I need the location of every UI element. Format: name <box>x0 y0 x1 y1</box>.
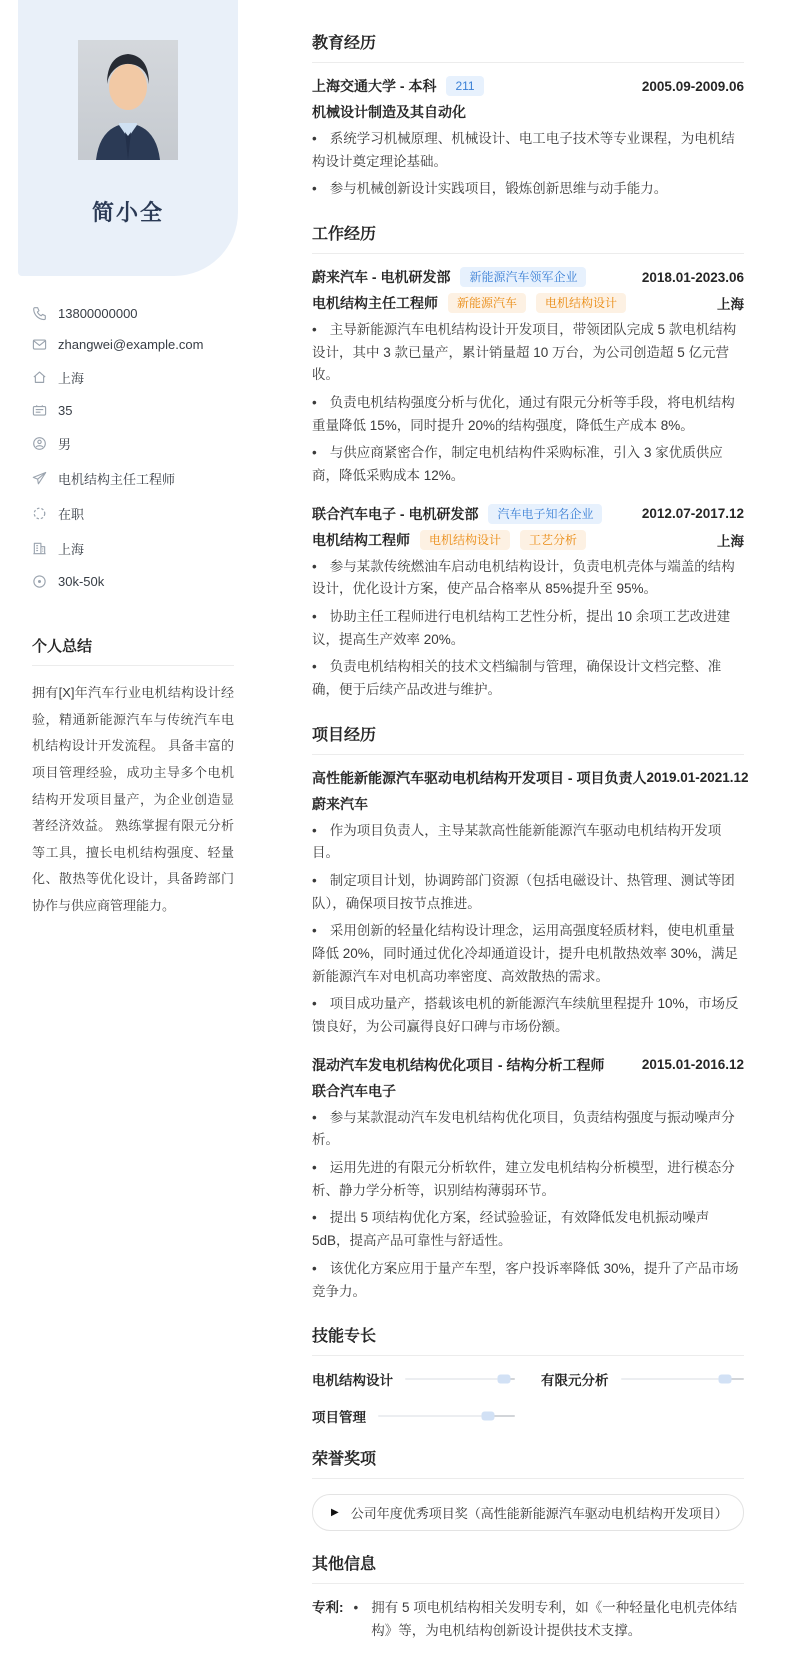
projects-section <box>312 722 749 1303</box>
bullet-item: • 运用先进的有限元分析软件，建立发电机结构分析模型，进行模态分析、静力学分析等，识别结构薄弱环节。 <box>312 1157 744 1202</box>
bullet-item: • 采用创新的轻量化结构设计理念，运用高强度轻质材料，使电机重量降低 20%，同时通过优化冷却通道设计，提升电机散热效率 30%，满足新能源汽车对电机高功率密度、高效散热的需求。 <box>312 920 744 988</box>
bullet-item: • 系统学习机械原理、机械设计、电工电子技术等专业课程，为电机结构设计奠定理论基础。 <box>312 128 744 173</box>
slider-handle[interactable] <box>481 1412 494 1421</box>
honor-item[interactable] <box>312 1494 744 1531</box>
skills-title: 技能专长 <box>312 1323 744 1356</box>
projects-title: 项目经历 <box>312 722 744 755</box>
company-icon <box>32 541 47 556</box>
skill-slider[interactable] <box>405 1378 515 1380</box>
other-info-title: 其他信息 <box>312 1551 744 1584</box>
skill-item <box>312 1406 515 1426</box>
role-badge: 电机结构设计 <box>420 530 510 550</box>
skill-name: 项目管理 <box>312 1410 366 1426</box>
bullet-item: • 提出 5 项结构优化方案，经试验验证，有效降低发电机振动噪声 5dB，提高产品可靠性与舒适性。 <box>312 1207 744 1252</box>
mail-icon <box>32 337 47 352</box>
work-title: 工作经历 <box>312 221 744 254</box>
skill-slider[interactable] <box>378 1415 515 1417</box>
work-entry <box>312 504 744 702</box>
phone-icon <box>32 306 47 321</box>
contact-salary <box>32 574 238 589</box>
bullet-dot: • <box>312 1210 317 1226</box>
age-icon <box>32 403 47 418</box>
bullet-item: • 制定项目计划，协调跨部门资源（包括电磁设计、热管理、测试等团队），确保项目按节点推进。 <box>312 870 744 915</box>
bullet-dot: • <box>312 1109 317 1125</box>
school-name: 上海交通大学 - 本科 <box>312 78 437 94</box>
role-name: 电机结构工程师 <box>312 531 410 548</box>
bullet-dot: • <box>312 923 317 939</box>
education-major: 机械设计制造及其自动化 <box>312 104 466 120</box>
bullet-item: • 与供应商紧密合作，制定电机结构件采购标准，引入 3 家优质供应商，降低采购成本 12%。 <box>312 442 744 487</box>
summary-text: 拥有[X]年汽车行业电机结构设计经验，精通新能源汽车与传统汽车电机结构设计开发流程。 具备丰富的项目管理经验，成功主导多个电机结构开发项目量产，为企业创造显著经济效益。 熟练掌握有限元分析等工具，擅长电机结构强度、轻量化、散热等优化设计，具备跨部门协作与供应商管理能力。 <box>32 685 234 914</box>
work-location: 上海 <box>717 533 744 549</box>
project-org: 联合汽车电子 <box>312 1082 396 1099</box>
role-name: 电机结构主任工程师 <box>312 295 438 312</box>
intention-icon <box>32 471 47 486</box>
project-org: 蔚来汽车 <box>312 795 368 812</box>
skills-grid <box>312 1369 744 1426</box>
profile-photo <box>78 40 178 160</box>
company-name: 蔚来汽车 - 电机研发部 <box>312 269 451 286</box>
bullet-dot: • <box>312 996 317 1012</box>
education-section <box>312 30 744 201</box>
honors-section <box>312 1446 744 1531</box>
location-icon <box>32 370 47 385</box>
project-date: 2019.01-2021.12 <box>646 770 749 786</box>
patent-label: 专利: <box>312 1600 344 1616</box>
skill-name: 有限元分析 <box>541 1373 609 1389</box>
education-entry <box>312 76 744 201</box>
contact-list <box>32 306 238 589</box>
other-info-section <box>312 1551 744 1642</box>
bullet-dot: • <box>312 131 317 146</box>
contact-email <box>32 337 238 352</box>
skill-item <box>312 1369 515 1389</box>
work-location: 上海 <box>717 297 744 313</box>
bullet-dot: • <box>312 558 317 574</box>
contact-phone-value: 13800000000 <box>58 306 138 321</box>
bullet-dot: • <box>312 822 317 838</box>
person-name: 简小全 <box>91 200 164 225</box>
slider-handle[interactable] <box>719 1375 732 1384</box>
slider-handle[interactable] <box>498 1375 511 1384</box>
project-date: 2015.01-2016.12 <box>641 1057 744 1073</box>
company-badge: 汽车电子知名企业 <box>488 504 602 524</box>
contact-intention <box>32 469 238 488</box>
skill-item <box>541 1369 744 1389</box>
work-entry <box>312 267 744 488</box>
work-section <box>312 221 744 702</box>
status-icon <box>32 506 47 521</box>
profile-panel <box>18 0 238 276</box>
skill-name: 电机结构设计 <box>312 1373 393 1389</box>
contact-location <box>32 368 238 387</box>
education-date: 2005.09-2009.06 <box>641 78 744 94</box>
project-entry <box>312 1055 744 1303</box>
honor-text: 公司年度优秀项目奖（高性能新能源汽车驱动电机结构开发项目） <box>350 1506 728 1522</box>
contact-location-value: 上海 <box>58 371 85 386</box>
contact-age <box>32 403 238 418</box>
company-name: 联合汽车电子 - 电机研发部 <box>312 505 479 522</box>
salary-icon <box>32 574 47 589</box>
play-triangle-icon: ▶ <box>331 1506 339 1518</box>
contact-gender-value: 男 <box>58 437 72 452</box>
bullet-item: • 负责电机结构强度分析与优化，通过有限元分析等手段，将电机结构重量降低 15%，同时提升 20%的结构强度，降低生产成本 8%。 <box>312 392 744 437</box>
bullet-dot: • <box>312 1260 317 1276</box>
bullet-item: • 负责电机结构相关的技术文档编制与管理，确保设计文档完整、准确，便于后续产品改进与维护。 <box>312 656 744 701</box>
sidebar <box>18 0 238 920</box>
bullet-item: • 参与某款混动汽车发电机结构优化项目，负责结构强度与振动噪声分析。 <box>312 1107 744 1152</box>
bullet-dot: • <box>312 609 317 625</box>
contact-phone <box>32 306 238 321</box>
project-name: 高性能新能源汽车驱动电机结构开发项目 - 项目负责人 <box>312 769 647 786</box>
work-date: 2012.07-2017.12 <box>641 506 744 522</box>
bullet-item: • 参与某款传统燃油车启动电机结构设计，负责电机壳体与端盖的结构设计，优化设计方案，使产品合格率从 85%提升至 95%。 <box>312 556 744 601</box>
patent-row <box>312 1597 744 1642</box>
honors-title: 荣誉奖项 <box>312 1446 744 1479</box>
project-entry <box>312 768 749 1039</box>
bullet-dot: • <box>312 659 317 675</box>
bullet-dot: • <box>312 873 317 889</box>
work-date: 2018.01-2023.06 <box>641 269 744 285</box>
contact-gender <box>32 434 238 453</box>
bullet-item: • 协助主任工程师进行电机结构工艺性分析，提出 10 余项工艺改进建议，提高生产效率 20%。 <box>312 606 744 651</box>
skill-slider[interactable] <box>621 1378 745 1380</box>
contact-company-city-value: 上海 <box>58 542 85 557</box>
bullet-dot: • <box>312 322 317 338</box>
education-title: 教育经历 <box>312 30 744 63</box>
company-badge: 新能源汽车领军企业 <box>460 267 586 287</box>
bullet-dot: • <box>312 1160 317 1176</box>
bullet-dot: • <box>353 1600 359 1616</box>
bullet-dot: • <box>312 395 317 411</box>
contact-email-value: zhangwei@example.com <box>58 337 204 352</box>
role-badge: 新能源汽车 <box>448 293 526 313</box>
gender-icon <box>32 436 47 451</box>
bullet-item: • 该优化方案应用于量产车型，客户投诉率降低 30%，提升了产品市场竞争力。 <box>312 1258 744 1303</box>
bullet-dot: • <box>312 181 317 197</box>
contact-salary-value: 30k-50k <box>58 574 105 589</box>
contact-age-value: 35 <box>58 403 73 418</box>
summary-title: 个人总结 <box>32 635 234 666</box>
bullet-item: • 主导新能源汽车电机结构设计开发项目，带领团队完成 5 款电机结构设计，其中 3 款已量产，累计销量超 10 万台，为公司创造超 5 亿元营收。 <box>312 319 744 387</box>
contact-intention-value: 电机结构主任工程师 <box>58 472 176 487</box>
main-column <box>312 30 749 1663</box>
school-211-badge: 211 <box>446 76 483 96</box>
role-badge: 工艺分析 <box>520 530 586 550</box>
bullet-item: • 项目成功量产，搭载该电机的新能源汽车续航里程提升 10%，市场反馈良好，为公司赢得良好口碑与市场份额。 <box>312 993 744 1038</box>
bullet-item: • 参与机械创新设计实践项目，锻炼创新思维与动手能力。 <box>312 178 744 201</box>
role-badge: 电机结构设计 <box>536 293 626 313</box>
project-name: 混动汽车发电机结构优化项目 - 结构分析工程师 <box>312 1056 605 1073</box>
patent-text: 拥有 5 项电机结构相关发明专利，如《一种轻量化电机壳体结构》等，为电机结构创新设计提供技术支撑。 <box>371 1600 738 1638</box>
summary-section <box>32 635 234 920</box>
contact-company-city <box>32 539 238 558</box>
contact-status <box>32 504 238 523</box>
bullet-item: • 作为项目负责人，主导某款高性能新能源汽车驱动电机结构开发项目。 <box>312 820 744 865</box>
contact-status-value: 在职 <box>58 507 85 522</box>
bullet-dot: • <box>312 445 317 461</box>
skills-section <box>312 1323 744 1426</box>
